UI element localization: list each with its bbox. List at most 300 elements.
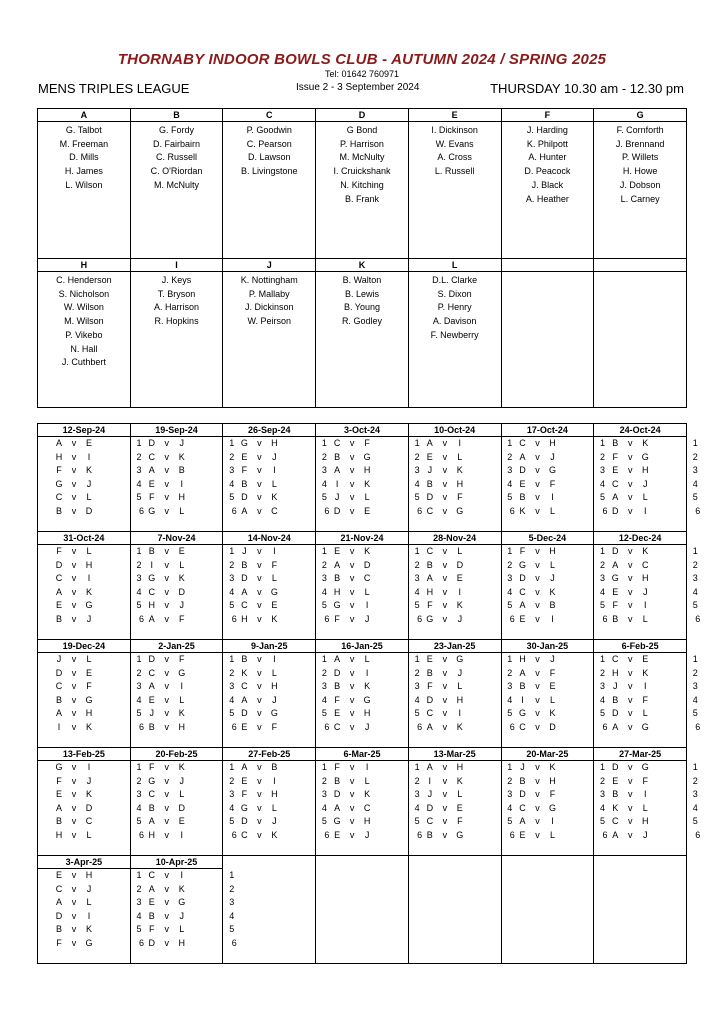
away-team: L — [179, 505, 185, 516]
home-team: C — [55, 883, 63, 894]
away-team: G — [85, 937, 93, 948]
home-team: A — [148, 681, 155, 692]
home-team: D — [519, 789, 526, 800]
spacer — [281, 545, 319, 559]
versus: v — [164, 505, 169, 516]
away-team: L — [550, 559, 556, 570]
home-team: A — [334, 559, 341, 570]
away-team: L — [86, 546, 92, 556]
spacer — [96, 680, 134, 694]
spacer — [467, 491, 505, 505]
fixture-cell — [594, 532, 701, 640]
away-team: L — [642, 492, 648, 503]
spacer: 6 — [231, 829, 237, 840]
home-team: B — [241, 559, 248, 570]
spacer: 2 — [600, 451, 606, 462]
spacer: 4 — [321, 694, 327, 705]
spacer — [281, 829, 319, 843]
away-team: L — [271, 573, 277, 584]
player-name: B. Lewis — [344, 288, 379, 299]
home-team: A — [519, 816, 526, 827]
fixture-date: 27-Feb-25 — [223, 748, 315, 761]
spacer: 6 — [602, 721, 608, 732]
versus: v — [627, 667, 633, 678]
away-team: H — [178, 492, 185, 503]
spacer — [560, 586, 598, 600]
spacer: 6 — [231, 721, 237, 732]
spacer — [467, 464, 505, 478]
away-team: K — [456, 775, 463, 786]
away-team: K — [85, 789, 92, 800]
away-team: I — [87, 762, 91, 772]
away-team: J — [550, 451, 555, 462]
away-team: I — [643, 505, 647, 516]
spacer: 6 — [509, 721, 515, 732]
versus: v — [164, 465, 169, 476]
player-name: N. Hall — [70, 343, 98, 354]
spacer: 3 — [321, 789, 327, 800]
away-team: I — [273, 654, 276, 664]
home-team: A — [148, 465, 155, 476]
versus: v — [442, 708, 448, 719]
home-team: A — [55, 708, 62, 719]
spacer: 2 — [692, 451, 698, 462]
home-team: C — [426, 816, 434, 827]
away-team: L — [550, 505, 556, 516]
versus: v — [349, 789, 355, 800]
versus: v — [257, 816, 262, 827]
spacer — [281, 478, 319, 492]
away-team: L — [550, 694, 556, 705]
versus: v — [535, 829, 540, 840]
home-team: B — [148, 910, 155, 921]
spacer: 5 — [321, 492, 327, 503]
versus: v — [257, 478, 262, 489]
away-team: J — [86, 478, 92, 489]
spacer — [374, 761, 412, 775]
spacer: 3 — [600, 465, 606, 476]
home-team: B — [519, 681, 526, 692]
versus: v — [71, 573, 77, 584]
away-team: K — [642, 438, 649, 448]
versus: v — [164, 438, 169, 448]
spacer — [467, 694, 505, 708]
fixture-cell — [316, 748, 423, 856]
home-team: E — [241, 721, 248, 732]
home-team: C — [241, 829, 248, 840]
away-team: G — [363, 451, 371, 462]
versus: v — [164, 937, 169, 948]
spacer — [374, 437, 412, 451]
away-team: L — [642, 708, 648, 719]
player-name: K. Philpott — [526, 138, 568, 149]
home-team: B — [426, 667, 433, 678]
home-team: H — [148, 600, 155, 611]
home-team: C — [148, 586, 155, 597]
versus: v — [257, 654, 262, 664]
home-team: F — [427, 681, 433, 692]
home-team: D — [611, 762, 619, 772]
spacer — [96, 761, 134, 775]
versus: v — [257, 789, 262, 800]
versus: v — [349, 802, 355, 813]
spacer: 1 — [321, 654, 327, 664]
player-name: L. Carney — [620, 193, 660, 204]
spacer: 6 — [231, 505, 237, 516]
match-list — [237, 761, 330, 843]
away-team: I — [87, 451, 91, 462]
player-name: D. Peacock — [524, 166, 571, 177]
fixture-cell — [316, 424, 423, 532]
player-name: G Bond — [346, 125, 378, 135]
home-team: B — [55, 816, 62, 827]
versus: v — [349, 613, 355, 624]
versus: v — [442, 762, 448, 772]
home-team: D — [426, 802, 434, 813]
versus: v — [257, 492, 262, 503]
spacer — [96, 572, 134, 586]
spacer — [374, 667, 412, 681]
spacer — [189, 437, 227, 451]
player-name: J. Brennand — [615, 138, 665, 149]
home-team: C — [148, 451, 155, 462]
home-team: A — [612, 559, 619, 570]
player-name: G. Talbot — [65, 125, 102, 135]
away-team: I — [365, 667, 369, 678]
spacer: 3 — [507, 573, 513, 584]
home-team: B — [612, 613, 619, 624]
spacer: 4 — [321, 478, 327, 489]
home-team: H — [426, 586, 434, 597]
team-letter: B — [130, 109, 223, 122]
versus: v — [442, 465, 448, 476]
away-team: F — [642, 775, 648, 786]
away-team: L — [271, 667, 277, 678]
team-letter: K — [316, 259, 409, 272]
spacer: 3 — [600, 789, 606, 800]
versus: v — [257, 438, 262, 448]
spacer — [374, 653, 412, 667]
home-team: C — [519, 438, 526, 448]
session-time: THURSDAY 10.30 am - 12.30 pm — [490, 81, 684, 96]
player-name: A. Harrison — [154, 302, 200, 313]
away-team: H — [456, 694, 464, 705]
fixture-cell — [223, 856, 316, 964]
spacer: 5 — [507, 816, 513, 827]
spacer: 3 — [229, 465, 235, 476]
versus: v — [349, 600, 355, 611]
spacer — [560, 545, 598, 559]
spacer — [652, 505, 690, 519]
spacer: 2 — [229, 667, 235, 678]
away-team: F — [549, 789, 556, 800]
away-team: J — [642, 829, 648, 840]
match-list — [237, 437, 330, 519]
spacer — [189, 883, 227, 897]
fixture-cell — [130, 856, 237, 964]
spacer — [652, 707, 690, 721]
home-team: C — [148, 789, 155, 800]
away-team: K — [549, 586, 556, 597]
player-name: A. Heather — [525, 193, 569, 204]
away-team: L — [457, 546, 463, 556]
spacer: 6 — [138, 937, 144, 948]
player-name: F. Newberry — [430, 329, 479, 340]
away-team: C — [271, 505, 278, 516]
spacer — [189, 937, 227, 951]
home-team: C — [519, 802, 526, 813]
versus: v — [349, 681, 355, 692]
spacer — [467, 599, 505, 613]
spacer — [467, 613, 505, 627]
versus: v — [627, 829, 633, 840]
spacer: 5 — [136, 492, 142, 503]
away-team: F — [178, 654, 185, 664]
home-team: I — [150, 559, 153, 570]
away-team: F — [178, 613, 185, 624]
spacer — [560, 707, 598, 721]
spacer — [560, 572, 598, 586]
versus: v — [349, 451, 355, 462]
spacer — [281, 437, 319, 451]
spacer — [281, 572, 319, 586]
home-team: E — [612, 586, 619, 597]
versus: v — [442, 492, 448, 503]
away-team: I — [365, 600, 369, 611]
match-list — [330, 761, 423, 843]
fixture-date: 13-Feb-25 — [38, 748, 130, 761]
versus: v — [257, 762, 262, 772]
spacer — [96, 559, 134, 573]
home-team: F — [148, 762, 155, 772]
home-team: G — [611, 573, 619, 584]
spacer — [560, 802, 598, 816]
spacer — [281, 559, 319, 573]
home-team: D — [611, 505, 619, 516]
versus: v — [349, 559, 355, 570]
spacer: 3 — [507, 681, 513, 692]
home-team: J — [334, 492, 340, 503]
spacer — [96, 923, 134, 937]
home-team: C — [55, 492, 63, 503]
home-team: F — [148, 924, 155, 935]
away-team: G — [85, 600, 93, 611]
spacer: 2 — [321, 775, 327, 786]
spacer — [652, 599, 690, 613]
away-team: D — [178, 586, 185, 597]
away-team: K — [456, 465, 463, 476]
away-team: K — [85, 721, 92, 732]
versus: v — [257, 546, 262, 556]
fixture-date: 12-Sep-24 — [38, 424, 130, 437]
spacer — [374, 478, 412, 492]
fixture-date: 9-Jan-25 — [223, 640, 315, 653]
spacer — [96, 937, 134, 951]
away-team: H — [85, 870, 93, 880]
away-team: L — [86, 897, 92, 908]
spacer — [652, 788, 690, 802]
spacer: 1 — [229, 762, 235, 772]
home-team: C — [611, 654, 619, 664]
versus: v — [535, 762, 540, 772]
spacer — [652, 761, 690, 775]
spacer: 3 — [229, 573, 235, 584]
away-team: E — [456, 802, 463, 813]
home-team: F — [612, 451, 618, 462]
away-team: D — [456, 559, 464, 570]
home-team: D — [519, 465, 526, 476]
home-team: B — [148, 802, 155, 813]
spacer — [560, 788, 598, 802]
spacer: 3 — [136, 897, 142, 908]
home-team: B — [334, 681, 341, 692]
away-team: G — [178, 667, 186, 678]
spacer: 2 — [600, 667, 606, 678]
home-team: I — [335, 478, 339, 489]
spacer — [96, 505, 134, 519]
away-team: G — [456, 505, 464, 516]
home-team: B — [334, 775, 341, 786]
fixture-date: 12-Dec-24 — [594, 532, 686, 545]
spacer: 4 — [600, 802, 606, 813]
spacer — [189, 707, 227, 721]
fixture-date: 23-Jan-25 — [409, 640, 501, 653]
home-team: C — [611, 816, 619, 827]
match-list — [52, 545, 144, 627]
spacer — [96, 802, 134, 816]
away-team: F — [364, 438, 370, 448]
versus: v — [442, 586, 448, 597]
spacer: 1 — [229, 438, 235, 448]
spacer: 6 — [602, 505, 608, 516]
spacer — [281, 451, 319, 465]
away-team: J — [550, 573, 555, 584]
spacer — [374, 829, 412, 843]
versus: v — [164, 870, 169, 880]
spacer: 2 — [507, 667, 513, 678]
home-team: C — [241, 600, 248, 611]
spacer: 3 — [600, 573, 606, 584]
spacer — [281, 788, 319, 802]
home-team: F — [612, 600, 618, 611]
spacer: 1 — [692, 762, 698, 772]
spacer: 4 — [692, 586, 698, 597]
spacer — [560, 680, 598, 694]
spacer: 4 — [507, 802, 513, 813]
spacer: 6 — [231, 937, 237, 948]
player-name: A. Cross — [437, 152, 472, 163]
teams-header-row-2 — [38, 259, 687, 272]
away-team: H — [549, 438, 556, 448]
versus: v — [71, 667, 77, 678]
home-team: D — [148, 438, 155, 448]
versus: v — [71, 897, 77, 908]
fixture-cell — [501, 856, 594, 964]
home-team: A — [426, 438, 433, 448]
player-name: A. Hunter — [528, 152, 567, 163]
fixture-date: 7-Nov-24 — [131, 532, 223, 545]
versus: v — [535, 478, 540, 489]
fixture-cell — [316, 856, 409, 964]
home-team: C — [333, 438, 341, 448]
home-team: C — [611, 478, 619, 489]
versus: v — [164, 762, 169, 772]
away-team: G — [270, 586, 278, 597]
away-team: E — [178, 816, 185, 827]
spacer: 6 — [138, 829, 144, 840]
away-team: F — [642, 694, 648, 705]
versus: v — [627, 586, 633, 597]
spacer: 5 — [136, 708, 142, 719]
player-name: W. Evans — [435, 138, 474, 149]
versus: v — [71, 910, 77, 921]
spacer: 5 — [600, 816, 606, 827]
spacer: 3 — [692, 573, 698, 584]
player-name: L. Russell — [434, 166, 475, 177]
spacer — [281, 599, 319, 613]
spacer: 5 — [692, 816, 698, 827]
team-players — [223, 122, 316, 259]
fixtures-row — [38, 856, 687, 964]
versus: v — [442, 654, 448, 664]
versus: v — [164, 694, 169, 705]
home-team: C — [333, 721, 341, 732]
spacer: 6 — [417, 829, 423, 840]
spacer — [652, 721, 690, 735]
match-list — [516, 653, 608, 735]
versus: v — [442, 829, 448, 840]
versus: v — [349, 721, 355, 732]
spacer: 5 — [507, 600, 513, 611]
player-name: D.L. Clarke — [432, 275, 478, 285]
spacer: 1 — [600, 654, 606, 664]
home-team: E — [55, 600, 62, 611]
player-name: B. Frank — [344, 193, 379, 204]
spacer — [189, 923, 227, 937]
spacer — [374, 599, 412, 613]
team-players — [501, 122, 594, 259]
spacer — [652, 694, 690, 708]
spacer: 1 — [692, 546, 698, 556]
versus: v — [535, 451, 540, 462]
home-team: D — [333, 789, 341, 800]
spacer: 2 — [507, 451, 513, 462]
fixture-cell — [38, 856, 144, 964]
home-team: C — [55, 573, 63, 584]
versus: v — [535, 802, 540, 813]
versus: v — [442, 721, 448, 732]
teams-table — [37, 108, 687, 408]
team-players — [38, 272, 131, 408]
versus: v — [257, 586, 262, 597]
spacer — [467, 505, 505, 519]
home-team: F — [334, 694, 340, 705]
home-team: H — [55, 451, 63, 462]
spacer — [96, 478, 134, 492]
spacer — [652, 802, 690, 816]
spacer — [96, 815, 134, 829]
fixture-date: 2-Jan-25 — [131, 640, 223, 653]
player-name: N. Kitching — [340, 179, 384, 190]
spacer: 3 — [229, 681, 235, 692]
spacer: 3 — [321, 681, 327, 692]
home-team: J — [56, 654, 62, 664]
fixture-cell — [594, 856, 687, 964]
away-team: I — [87, 910, 91, 921]
fixture-date: 28-Nov-24 — [409, 532, 501, 545]
team-players — [316, 122, 409, 259]
spacer — [96, 721, 134, 735]
